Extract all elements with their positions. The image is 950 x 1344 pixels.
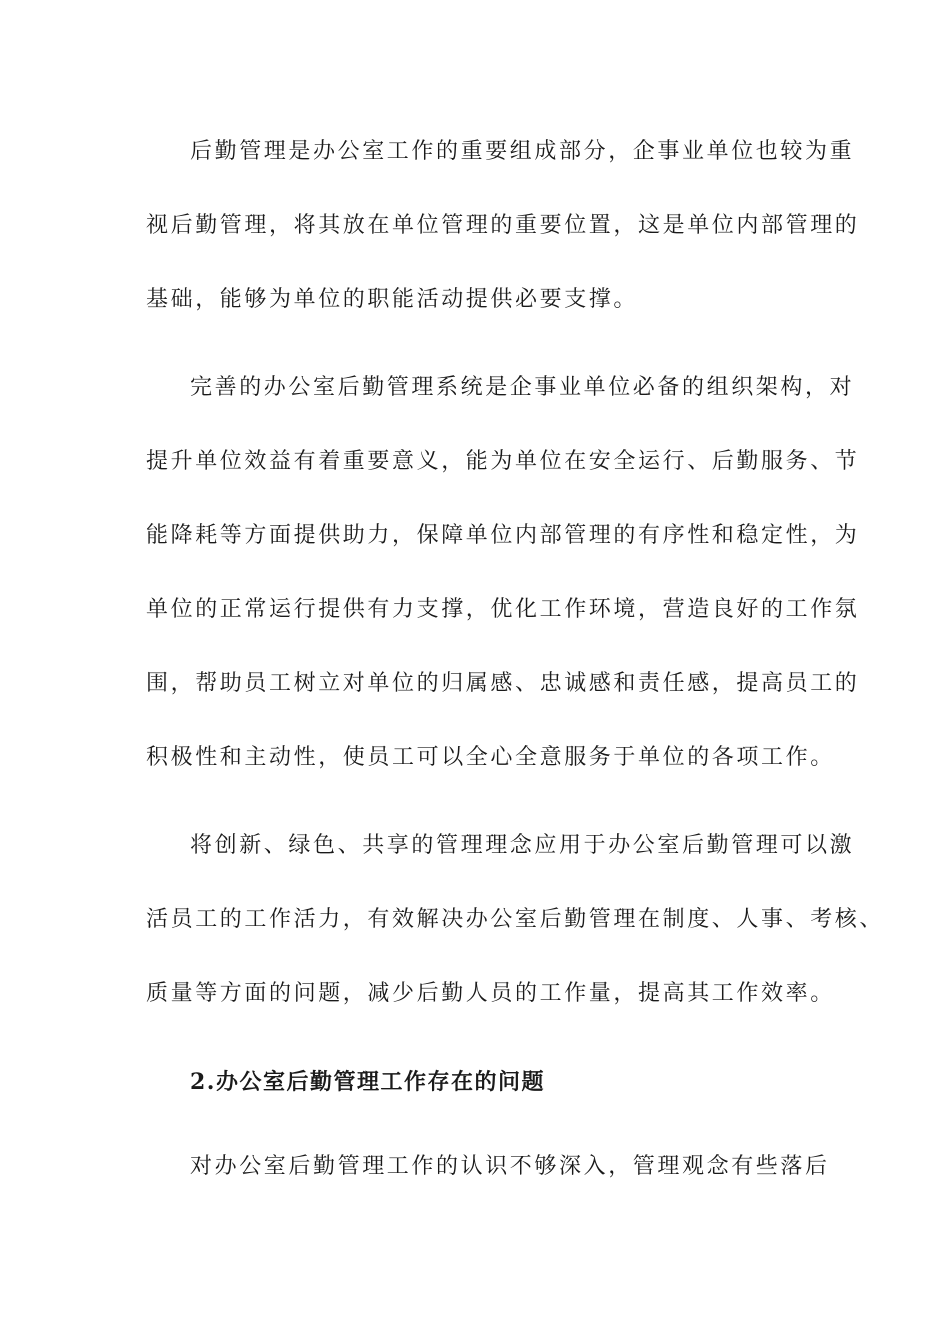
paragraph-2-line-1: 完善的办公室后勤管理系统是企事业单位必备的组织架构，对 xyxy=(190,375,855,400)
paragraph-1-line-2: 视后勤管理，将其放在单位管理的重要位置，这是单位内部管理的 xyxy=(146,213,860,238)
paragraph-4-line-1: 对办公室后勤管理工作的认识不够深入，管理观念有些落后 xyxy=(190,1154,830,1179)
paragraph-2-line-3: 能降耗等方面提供助力，保障单位内部管理的有序性和稳定性，为 xyxy=(146,523,860,548)
paragraph-1-line-1: 后勤管理是办公室工作的重要组成部分，企事业单位也较为重 xyxy=(190,139,855,164)
paragraph-2-line-4: 单位的正常运行提供有力支撑，优化工作环境，营造良好的工作氛 xyxy=(146,597,860,622)
paragraph-3-line-3: 质量等方面的问题，减少后勤人员的工作量，提高其工作效率。 xyxy=(146,981,835,1006)
paragraph-2-line-2: 提升单位效益有着重要意义，能为单位在安全运行、后勤服务、节 xyxy=(146,449,860,474)
section-heading: 2.办公室后勤管理工作存在的问题 xyxy=(190,1069,545,1095)
paragraph-1-line-3: 基础，能够为单位的职能活动提供必要支撑。 xyxy=(146,287,639,312)
paragraph-2-line-5: 围，帮助员工树立对单位的归属感、忠诚感和责任感，提高员工的 xyxy=(146,671,860,696)
paragraph-3-line-2: 活员工的工作活力，有效解决办公室后勤管理在制度、人事、考核、 xyxy=(146,907,885,932)
paragraph-2-line-6: 积极性和主动性，使员工可以全心全意服务于单位的各项工作。 xyxy=(146,745,835,770)
paragraph-3-line-1: 将创新、绿色、共享的管理理念应用于办公室后勤管理可以激 xyxy=(190,833,855,858)
